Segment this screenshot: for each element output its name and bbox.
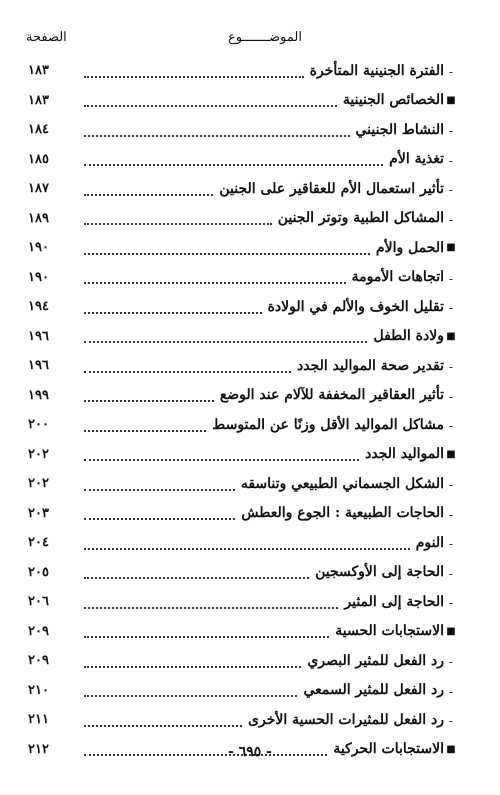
toc-entry-page: ٢٠٢ — [28, 476, 49, 492]
subsection-dash: ـ — [449, 212, 453, 224]
dot-leader — [84, 577, 309, 579]
toc-entry — [28, 115, 458, 145]
toc-entry-title: المواليد الجدد — [365, 446, 444, 463]
toc-entry-page: ٢١٢ — [28, 741, 49, 757]
toc-entry-page: ٢٠٠ — [28, 417, 49, 433]
subsection-dash: ـ — [449, 537, 453, 549]
toc-entry — [28, 351, 458, 381]
section-bullet-icon: ■ — [446, 625, 456, 637]
toc-entry-title: تقليل الخوف والألم في الولادة — [267, 298, 444, 315]
dot-leader — [84, 341, 367, 343]
dot-leader — [84, 430, 206, 432]
dot-leader — [84, 636, 329, 638]
toc-entry-title: الخصائص الجنينية — [342, 92, 444, 109]
toc-entry — [28, 499, 458, 529]
toc-entry-page: ١٨٣ — [28, 92, 49, 108]
toc-entry — [28, 56, 458, 86]
toc-entry-title: مشاكل المواليد الأقل وزنًا عن المتوسط — [212, 416, 444, 433]
toc-entry — [28, 174, 458, 204]
toc-entry — [28, 145, 458, 175]
subsection-dash: ـ — [449, 478, 453, 490]
dot-leader — [84, 253, 370, 255]
toc-entry — [28, 646, 458, 676]
subsection-dash: ـ — [449, 684, 453, 696]
toc-entry-title: تأثير استعمال الأم للعقاقير على الجنين — [219, 180, 444, 197]
toc-entry — [28, 381, 458, 411]
subsection-dash: ـ — [449, 65, 453, 77]
subsection-dash: ـ — [449, 183, 453, 195]
toc-entry — [28, 233, 458, 263]
toc-entry-page: ١٨٩ — [28, 210, 49, 226]
toc-entry — [28, 587, 458, 617]
subsection-dash: ـ — [449, 389, 453, 401]
toc-entry-title: رد الفعل للمثيرات الحسية الأخرى — [248, 711, 444, 728]
toc-entry-title: الحاجات الطبيعية : الجوع والعطش — [241, 505, 444, 522]
toc-entry-title: الشكل الجسماني الطبيعي وتناسقه — [240, 475, 444, 492]
dot-leader — [84, 223, 272, 225]
toc-entry — [28, 440, 458, 470]
topic-column-header: الموضـــــــوع — [228, 30, 302, 45]
toc-entry-page: ٢٠٢ — [28, 446, 49, 462]
toc-entry-page: ٢٠٤ — [28, 535, 49, 551]
toc-entry-page: ١٩٦ — [28, 328, 49, 344]
dot-leader — [84, 725, 242, 727]
dot-leader — [84, 695, 297, 697]
dot-leader — [84, 666, 301, 668]
toc-entry-title: الحاجة إلى المثير — [344, 593, 444, 610]
toc-entry-page: ١٨٥ — [28, 151, 49, 167]
dot-leader — [84, 518, 235, 520]
toc-entry-title: رد الفعل للمثير السمعي — [303, 682, 444, 699]
dot-leader — [84, 459, 359, 461]
section-bullet-icon: ■ — [446, 330, 456, 342]
dot-leader — [84, 371, 291, 373]
dot-leader — [84, 489, 235, 491]
toc-entry — [28, 86, 458, 116]
toc-entry — [28, 410, 458, 440]
dot-leader — [84, 548, 410, 550]
toc-entry — [28, 705, 458, 735]
subsection-dash: ـ — [449, 271, 453, 283]
dot-leader — [84, 400, 214, 402]
subsection-dash: ـ — [449, 360, 453, 372]
toc-entry-page: ٢٠٥ — [28, 564, 49, 580]
toc-entry-page: ٢١١ — [28, 712, 49, 728]
toc-entry-page: ٢٠٩ — [28, 623, 49, 639]
toc-entry-page: ١٩٦ — [28, 358, 49, 374]
subsection-dash: ـ — [449, 566, 453, 578]
dot-leader — [84, 607, 338, 609]
dot-leader — [84, 135, 350, 137]
subsection-dash: ـ — [449, 301, 453, 313]
dot-leader — [84, 164, 383, 166]
subsection-dash: ـ — [449, 419, 453, 431]
subsection-dash: ـ — [449, 655, 453, 667]
toc-entry-page: ٢١٠ — [28, 682, 49, 698]
toc-entry — [28, 469, 458, 499]
toc-entry-page: ٢٠٩ — [28, 653, 49, 669]
toc-entry — [28, 263, 458, 293]
toc-entry-title: اتجاهات الأمومة — [351, 269, 444, 286]
toc-entry — [28, 558, 458, 588]
toc-entry-title: النشاط الجنيني — [355, 121, 444, 138]
dot-leader — [84, 282, 346, 284]
toc-entry-title: الفترة الجنينية المتأخرة — [309, 62, 444, 79]
toc-entry-title: تأثير العقاقير المخففة للآلام عند الوضع — [219, 387, 444, 404]
dot-leader — [84, 105, 337, 107]
toc-entry-title: الحاجة إلى الأوكسجين — [315, 564, 444, 581]
toc-entry-title: ولادة الطفل — [373, 328, 444, 345]
section-bullet-icon: ■ — [446, 94, 456, 106]
toc-entry — [28, 292, 458, 322]
subsection-dash: ـ — [449, 507, 453, 519]
toc-entry-title: تغذية الأم — [389, 151, 444, 168]
dot-leader — [84, 76, 304, 78]
table-of-contents — [28, 56, 458, 764]
section-bullet-icon: ■ — [446, 448, 456, 460]
toc-entry-page: ١٨٣ — [28, 63, 49, 79]
dot-leader — [84, 194, 213, 196]
section-bullet-icon: ■ — [446, 743, 456, 755]
page-column-header: الصفحة — [26, 30, 67, 45]
toc-entry-title: المشاكل الطبية وتوتر الجنين — [277, 210, 444, 227]
toc-entry — [28, 528, 458, 558]
toc-entry-page: ٢٠٦ — [28, 594, 49, 610]
toc-entry-page: ١٨٧ — [28, 181, 49, 197]
toc-entry-title: الاستجابات الحركية — [333, 741, 444, 758]
toc-entry-title: النوم — [415, 534, 444, 551]
toc-entry-title: تقدير صحة المواليد الجدد — [297, 357, 444, 374]
subsection-dash: ـ — [449, 153, 453, 165]
toc-entry — [28, 204, 458, 234]
subsection-dash: ـ — [449, 596, 453, 608]
toc-entry-page: ١٩٠ — [28, 240, 49, 256]
subsection-dash: ـ — [449, 714, 453, 726]
toc-entry — [28, 322, 458, 352]
dot-leader — [84, 312, 262, 314]
toc-entry-page: ١٩٤ — [28, 299, 49, 315]
toc-entry-page: ١٩٩ — [28, 387, 49, 403]
toc-entry — [28, 676, 458, 706]
page-number: - ٦٩٥ - — [228, 744, 272, 760]
section-bullet-icon: ■ — [446, 242, 456, 254]
toc-entry-title: رد الفعل للمثير البصري — [307, 652, 444, 669]
toc-entry-page: ١٨٤ — [28, 122, 49, 138]
toc-entry-title: الاستجابات الحسية — [335, 623, 444, 640]
toc-entry — [28, 617, 458, 647]
subsection-dash: ـ — [449, 124, 453, 136]
toc-entry-page: ١٩٠ — [28, 269, 49, 285]
toc-entry-title: الحمل والأم — [375, 239, 444, 256]
toc-entry-page: ٢٠٣ — [28, 505, 49, 521]
